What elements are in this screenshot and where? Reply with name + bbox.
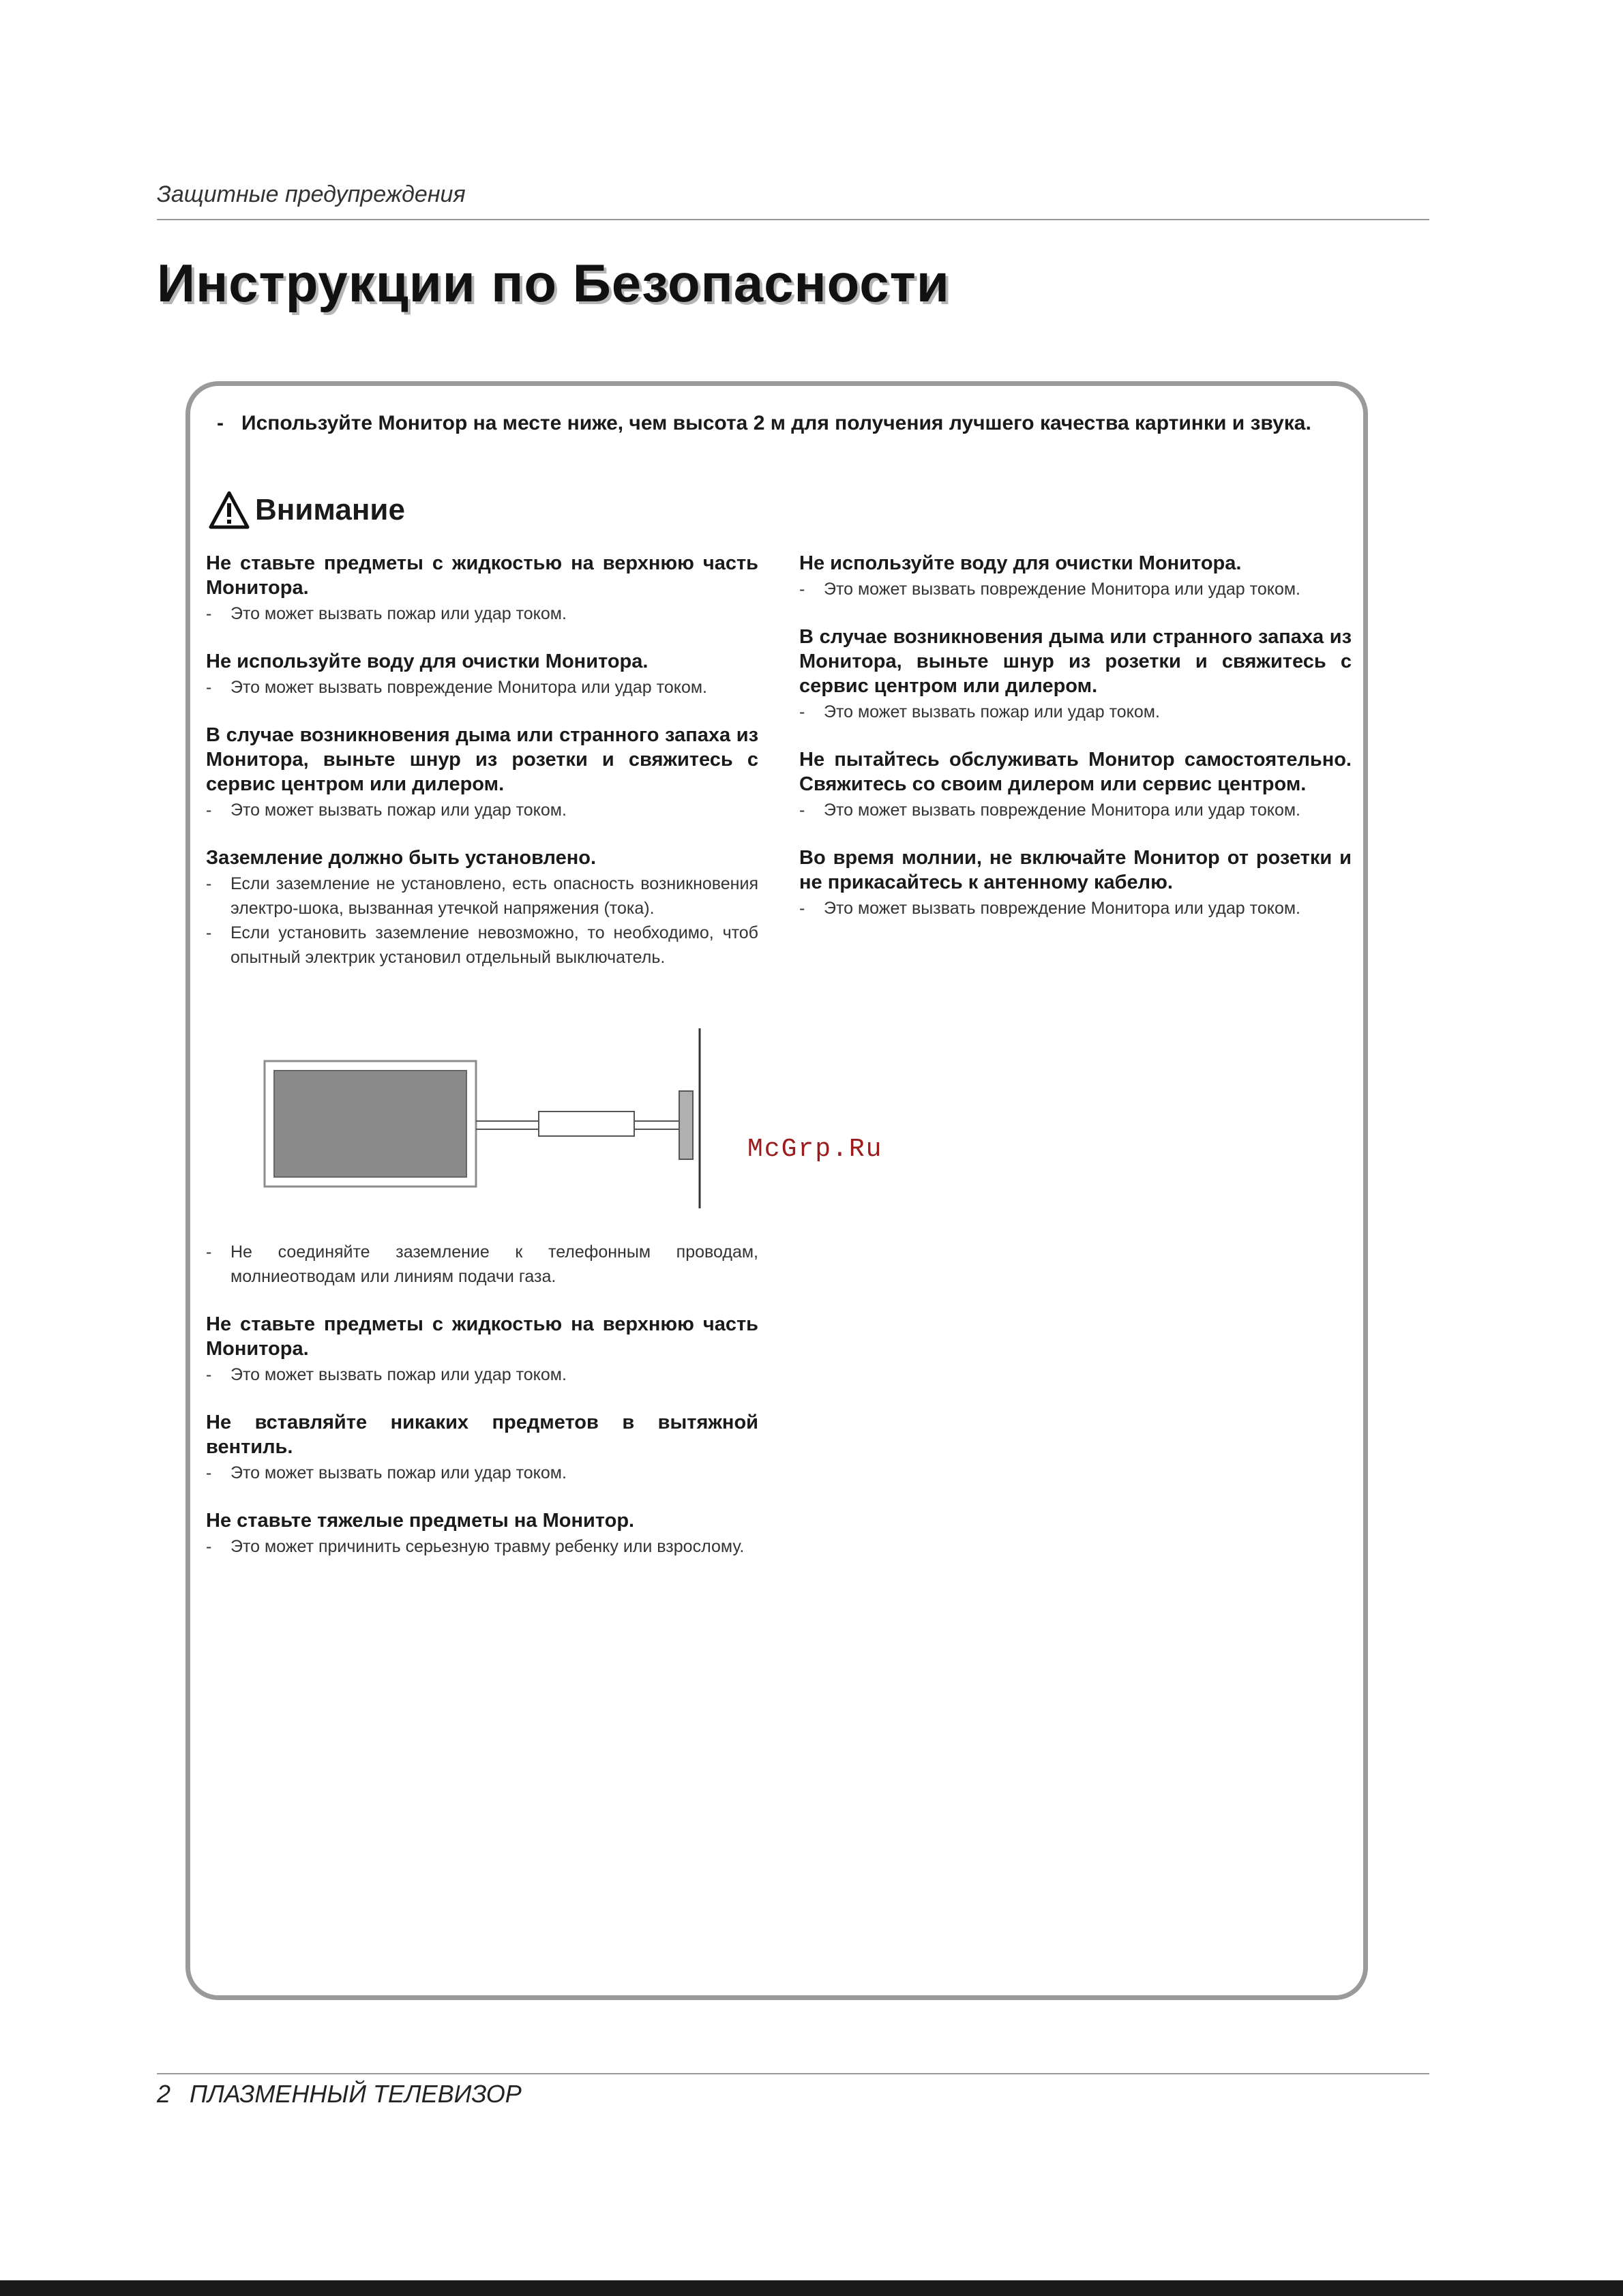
safety-item (206, 723, 758, 822)
wire-connector (539, 1112, 634, 1136)
safety-item-title: Не используйте воду для очистки Монитора. (206, 651, 649, 672)
safety-item-title: Не ставьте тяжелые предметы на Монитор. (206, 1510, 635, 1532)
safety-item (206, 1240, 758, 1289)
grounding-diagram (252, 1028, 702, 1208)
safety-item-title: Не пытайтесь обслуживать Монитор самостоятельно. Свяжитесь со своим дилером или сервис центром. (799, 749, 1352, 795)
safety-item-bullet: - Если заземление не установлено, есть опасность возникновения электро-шока, вызванная утечкой напряжения (тока). (206, 871, 758, 921)
safety-item-title: Заземление должно быть установлено. (206, 847, 597, 869)
wall-outlet (679, 1091, 693, 1159)
intro-note (217, 411, 1322, 436)
watermark: McGrp.Ru (747, 1135, 883, 1164)
left-column-lower (206, 1240, 758, 1582)
section-header: Защитные предупреждения (157, 181, 466, 207)
intro-text: Используйте Монитор на месте ниже, чем высота 2 м для получения лучшего качества картинки и звука. (241, 412, 1311, 434)
header-divider (157, 219, 1429, 220)
safety-item (799, 846, 1352, 921)
bottom-scan-bar (0, 2280, 1623, 2296)
footer-divider (157, 2073, 1429, 2074)
safety-item (206, 1508, 758, 1559)
right-column (799, 551, 1352, 944)
safety-item-title: Во время молнии, не включайте Монитор от розетки и не прикасайтесь к антенному кабелю. (799, 847, 1352, 893)
safety-item-title: Не вставляйте никаких предметов в вытяжной вентиль. (206, 1412, 758, 1458)
safety-item-bullet: - Это может вызвать пожар или удар током. (206, 1362, 758, 1387)
safety-item (799, 747, 1352, 822)
warning-triangle-icon (209, 491, 250, 529)
safety-item (206, 551, 758, 626)
safety-item-bullet: - Не соединяйте заземление к телефонным проводам, молниеотводам или линиям подачи газа. (206, 1240, 758, 1289)
safety-item-title: Не ставьте предметы с жидкостью на верхнюю часть Монитора. (206, 1313, 758, 1360)
safety-item-bullet: - Если установить заземление невозможно, то необходимо, чтоб опытный электрик установил отдельный выключатель. (206, 921, 758, 970)
intro-dash: - (217, 412, 224, 434)
safety-item-bullet: - Это может вызвать повреждение Монитора или удар током. (799, 577, 1352, 601)
safety-item-bullet: - Это может вызвать повреждение Монитора или удар током. (799, 896, 1352, 921)
safety-item-title: Не используйте воду для очистки Монитора. (799, 552, 1242, 574)
safety-item (206, 846, 758, 970)
left-column (206, 551, 758, 993)
safety-item-bullet: - Это может вызвать пожар или удар током. (206, 798, 758, 822)
safety-item-title: В случае возникновения дыма или странного запаха из Монитора, выньте шнур из розетки и свяжитесь с сервис центром или дилером. (206, 724, 758, 795)
safety-item-bullet: - Это может вызвать пожар или удар током. (799, 700, 1352, 724)
warning-heading (209, 491, 405, 529)
safety-item (206, 649, 758, 700)
safety-item-title: Не ставьте предметы с жидкостью на верхнюю часть Монитора. (206, 552, 758, 599)
safety-item (206, 1410, 758, 1485)
page-title: Инструкции по Безопасности (157, 253, 950, 313)
safety-item-bullet: - Это может вызвать пожар или удар током. (206, 601, 758, 626)
warning-label: Внимание (255, 493, 405, 526)
safety-item-bullet: - Это может вызвать повреждение Монитора или удар током. (799, 798, 1352, 822)
product-name: ПЛАЗМЕННЫЙ ТЕЛЕВИЗОР (190, 2080, 522, 2108)
page-footer (157, 2080, 541, 2108)
safety-item (799, 625, 1352, 724)
safety-item-title: В случае возникновения дыма или странного запаха из Монитора, выньте шнур из розетки и свяжитесь с сервис центром или дилером. (799, 626, 1352, 697)
safety-item-bullet: - Это может причинить серьезную травму ребенку или взрослому. (206, 1534, 758, 1559)
safety-item (799, 551, 1352, 601)
safety-item-bullet: - Это может вызвать повреждение Монитора или удар током. (206, 675, 758, 700)
safety-item-bullet: - Это может вызвать пожар или удар током. (206, 1461, 758, 1485)
page-number: 2 (157, 2080, 171, 2108)
monitor-screen (274, 1071, 466, 1177)
safety-item (206, 1312, 758, 1387)
